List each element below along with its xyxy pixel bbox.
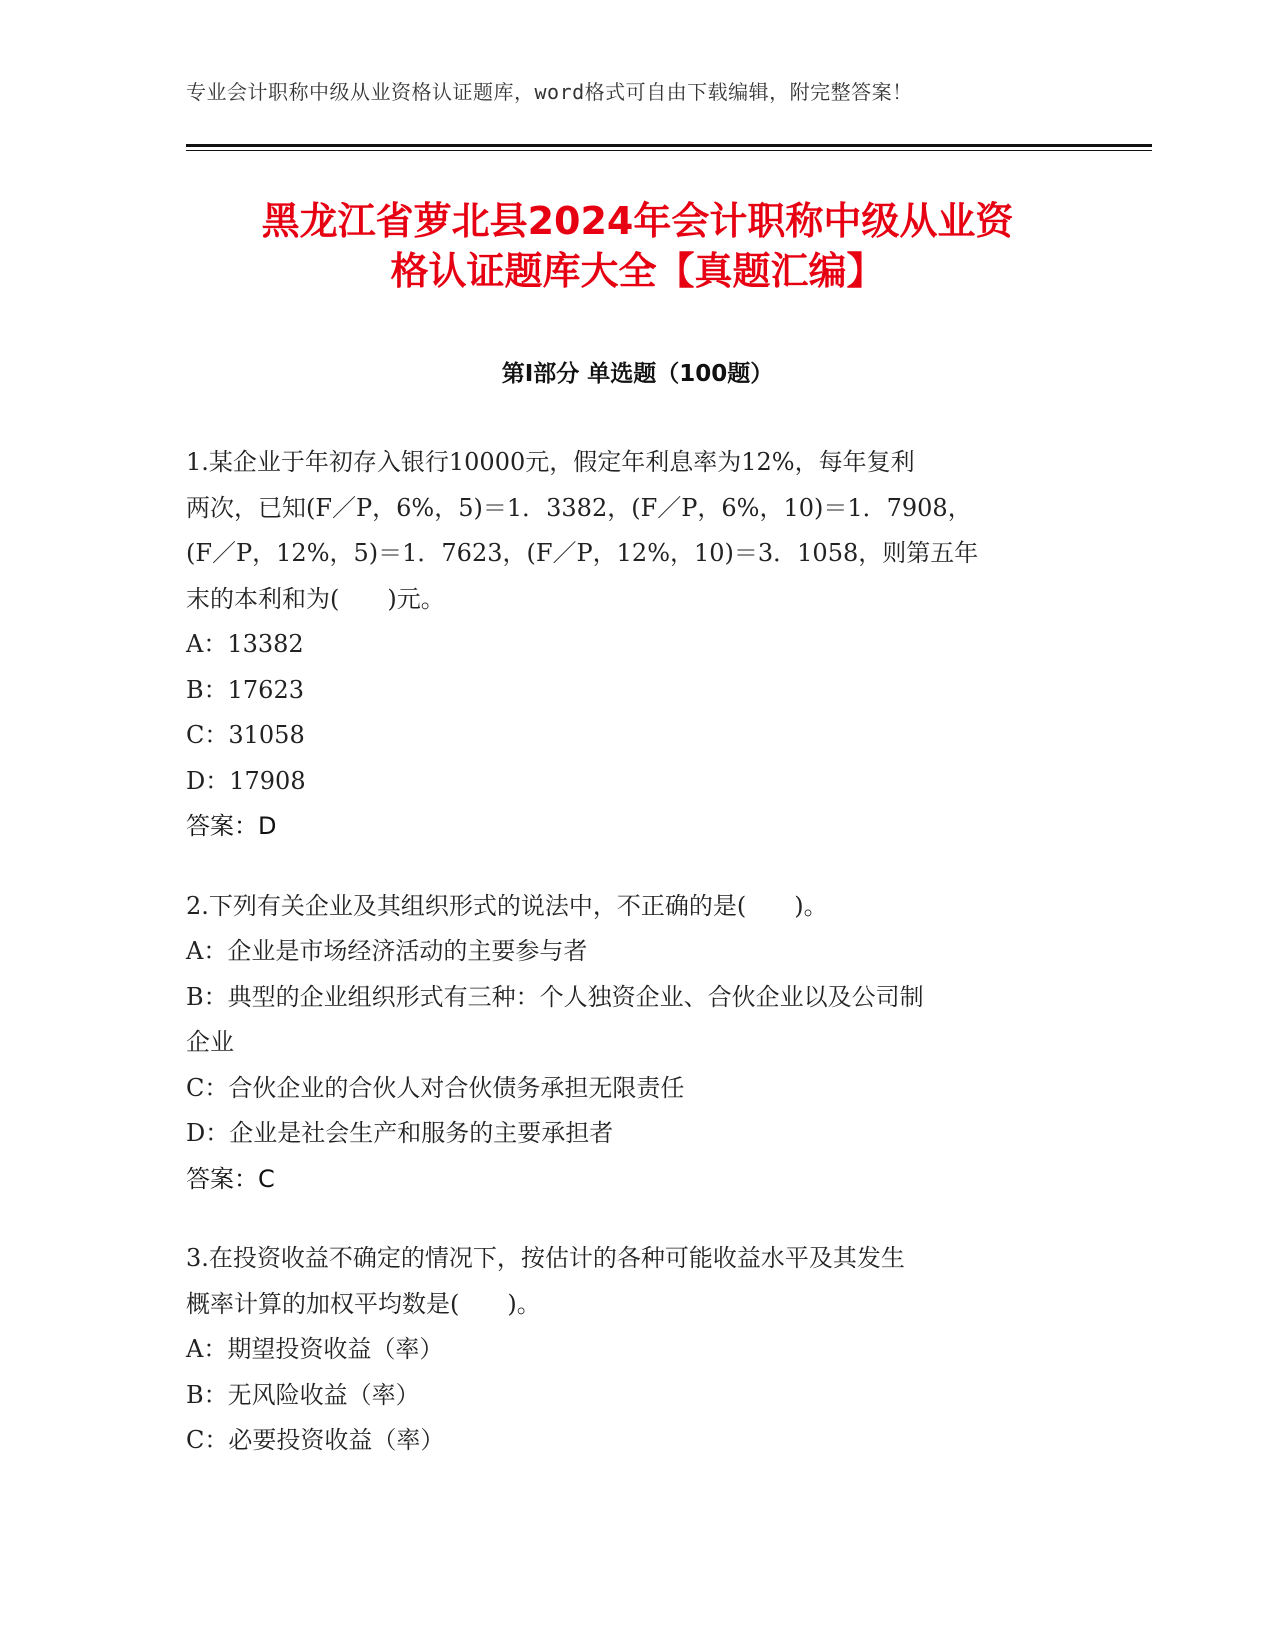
header-rule-thick: [186, 144, 1152, 147]
title-line-1: 黑龙江省萝北县2024年会计职称中级从业资: [261, 199, 1014, 243]
header-rule-thin: [186, 150, 1152, 151]
title-line-2: 格认证题库大全【真题汇编】: [390, 249, 885, 293]
question-2: [186, 884, 1086, 1203]
section-heading: 第Ⅰ部分 单选题（100题）: [501, 361, 774, 387]
option-a: A：期望投资收益（率）: [186, 1335, 444, 1363]
header-note: 专业会计职称中级从业资格认证题库，word格式可自由下载编辑，附完整答案！: [186, 80, 913, 104]
question-text-line: 概率计算的加权平均数是( )。: [186, 1289, 541, 1318]
question-text-line: 末的本利和为( )元。: [186, 584, 445, 613]
answer: 答案：D: [186, 812, 277, 840]
question-text-line: 1.某企业于年初存入银行10000元，假定年利息率为12%，每年复利: [186, 448, 915, 476]
option-a: A：13382: [186, 630, 304, 658]
option-b: B：典型的企业组织形式有三种：个人独资企业、合伙企业以及公司制: [186, 982, 924, 1011]
question-text-line: 两次，已知(F／P，6%，5)＝1．3382，(F／P，6%，10)＝1．7908，: [186, 493, 972, 522]
option-d: D：17908: [186, 766, 306, 795]
question-list: [186, 440, 1086, 1498]
question-text-line: 3.在投资收益不确定的情况下，按估计的各种可能收益水平及其发生: [186, 1244, 905, 1272]
option-b: B：17623: [186, 675, 304, 704]
option-b-continued: 企业: [186, 1028, 234, 1056]
answer: 答案：C: [186, 1164, 275, 1193]
question-3: [186, 1236, 1086, 1464]
option-c: C：31058: [186, 721, 305, 749]
option-a: A：企业是市场经济活动的主要参与者: [186, 937, 588, 965]
question-text-line: (F／P，12%，5)＝1．7623，(F／P，12%，10)＝3．1058，则第五年: [186, 539, 979, 567]
document-title: [160, 196, 1115, 296]
option-c: C：必要投资收益（率）: [186, 1426, 445, 1454]
option-b: B：无风险收益（率）: [186, 1380, 420, 1409]
question-1: [186, 440, 1086, 850]
option-c: C：合伙企业的合伙人对合伙债务承担无限责任: [186, 1073, 685, 1102]
option-d: D：企业是社会生产和服务的主要承担者: [186, 1119, 614, 1147]
question-text-line: 2.下列有关企业及其组织形式的说法中，不正确的是( )。: [186, 891, 828, 920]
